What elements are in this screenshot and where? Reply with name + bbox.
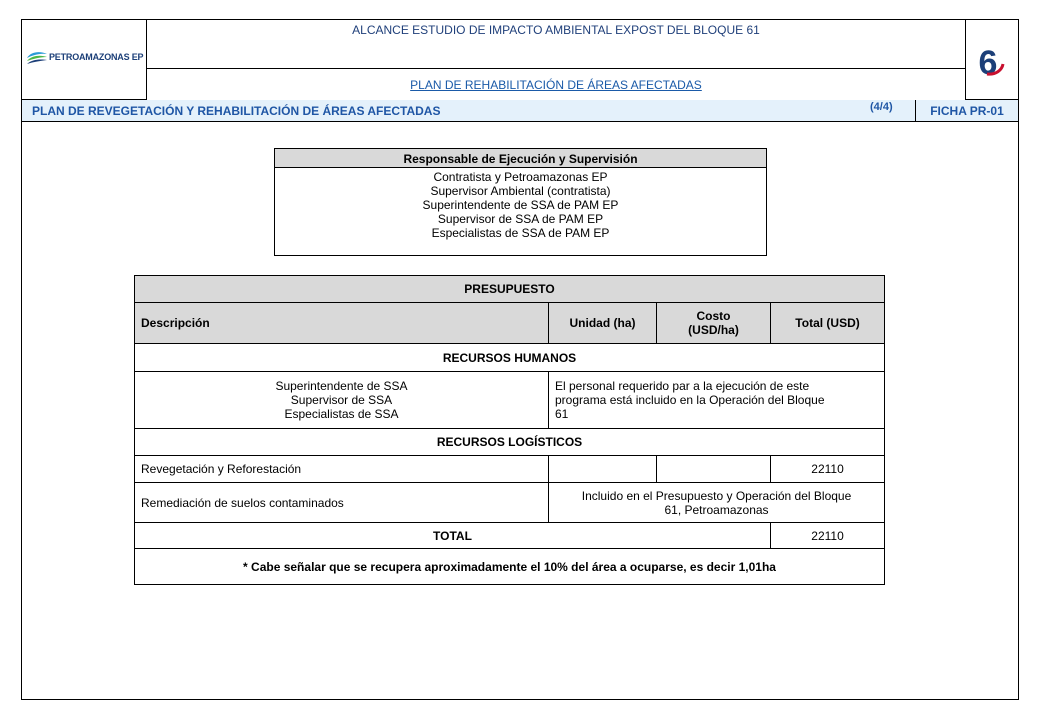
- role-item: Especialistas de SSA: [284, 407, 399, 421]
- col-header-cost: [657, 303, 771, 344]
- col-header-total: Total (USD): [771, 303, 885, 344]
- row-cost: [657, 456, 771, 483]
- logo-text: PETROAMAZONAS EP: [49, 52, 144, 62]
- responsible-box: [274, 148, 767, 256]
- section-logistics: RECURSOS LOGÍSTICOS: [135, 429, 885, 456]
- col-header-cost-line1: Costo: [696, 309, 731, 323]
- note-line: El personal requerido par a la ejecución de este: [555, 379, 810, 393]
- responsible-item: Supervisor Ambiental (contratista): [430, 184, 611, 198]
- responsible-item: Supervisor de SSA de PAM EP: [437, 212, 604, 226]
- remediation-description: Remediación de suelos contaminados: [135, 483, 549, 523]
- table-row: [135, 483, 885, 523]
- col-header-unit: Unidad (ha): [549, 303, 657, 344]
- note-line: programa está incluido en la Operación del Bloque: [555, 393, 825, 407]
- row-total: 22110: [771, 456, 885, 483]
- responsible-item: Especialistas de SSA de PAM EP: [431, 226, 610, 240]
- human-resources-note: [549, 372, 885, 429]
- responsible-item: Contratista y Petroamazonas EP: [433, 170, 608, 184]
- total-value: 22110: [771, 523, 885, 549]
- note-line: Incluido en el Presupuesto y Operación del Bloque: [581, 488, 852, 503]
- plan-title: PLAN DE REVEGETACIÓN Y REHABILITACIÓN DE ÁREAS AFECTADAS: [32, 104, 441, 118]
- ficha-code: FICHA PR-01: [915, 100, 1018, 121]
- chapter-number-icon: [966, 20, 1019, 100]
- table-row: [135, 456, 885, 483]
- col-header-description: Descripción: [135, 303, 549, 344]
- note-line: 61, Petroamazonas: [664, 502, 769, 517]
- document-title: ALCANCE ESTUDIO DE IMPACTO AMBIENTAL EXPOST DEL BLOQUE 61: [147, 20, 965, 69]
- role-item: Superintendente de SSA: [275, 379, 408, 393]
- logo-cell: [22, 20, 147, 100]
- page-indicator: (4/4): [870, 101, 893, 113]
- petroamazonas-logo-icon: [26, 51, 48, 67]
- plan-bar: [22, 100, 1018, 122]
- budget-table: [134, 275, 885, 585]
- note-line: 61: [555, 407, 569, 421]
- responsible-header: Responsable de Ejecución y Supervisión: [275, 149, 766, 168]
- chapter-number-cell: [965, 20, 1018, 100]
- responsible-item: Superintendente de SSA de PAM EP: [422, 198, 619, 212]
- section-human-resources: RECURSOS HUMANOS: [135, 344, 885, 372]
- budget-footnote: * Cabe señalar que se recupera aproximadamente el 10% del área a ocuparse, es decir 1,01ha: [135, 549, 885, 585]
- total-label: TOTAL: [135, 523, 771, 549]
- role-item: Supervisor de SSA: [290, 393, 393, 407]
- responsible-list: [275, 168, 766, 240]
- row-unit: [549, 456, 657, 483]
- remediation-note: [549, 483, 885, 523]
- svg-text:6: 6: [978, 44, 998, 82]
- col-header-cost-line2: (USD/ha): [688, 323, 739, 337]
- document-subtitle: PLAN DE REHABILITACIÓN DE ÁREAS AFECTADAS: [410, 78, 702, 92]
- budget-title: PRESUPUESTO: [135, 276, 885, 303]
- human-resources-roles: [135, 372, 549, 429]
- row-description: Revegetación y Reforestación: [135, 456, 549, 483]
